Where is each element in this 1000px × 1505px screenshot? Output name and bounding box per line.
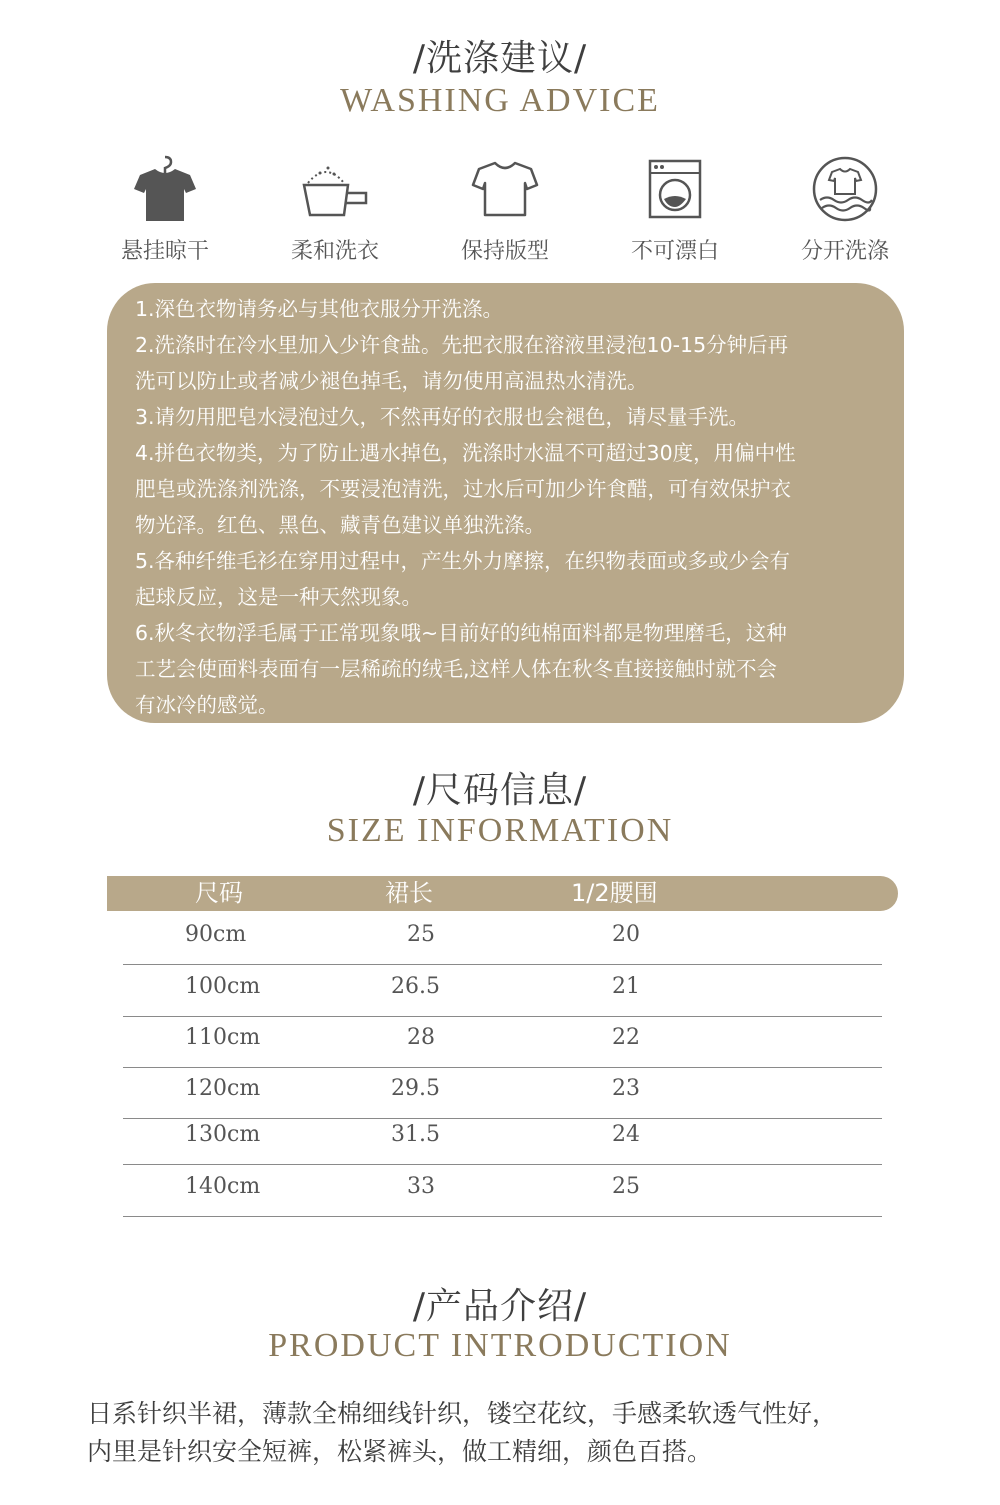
shirt-in-water-icon bbox=[805, 150, 885, 228]
size-table-header bbox=[107, 876, 898, 911]
care-item-hang-dry bbox=[80, 150, 250, 265]
advice-line: 有冰冷的感觉。 bbox=[135, 693, 279, 717]
advice-line: 6.秋冬衣物浮毛属于正常现象哦~目前好的纯棉面料都是物理磨毛，这种 bbox=[135, 621, 787, 645]
table-row bbox=[123, 966, 882, 1017]
washing-title-en: WASHING ADVICE bbox=[340, 82, 660, 119]
product-title-en: PRODUCT INTRODUCTION bbox=[268, 1327, 732, 1364]
advice-line: 2.洗涤时在冷水里加入少许食盐。先把衣服在溶液里浸泡10-15分钟后再 bbox=[135, 333, 789, 357]
cell-length: 33 bbox=[407, 1174, 435, 1199]
washing-advice-box bbox=[107, 283, 904, 723]
advice-line: 3.请勿用肥皂水浸泡过久，不然再好的衣服也会褪色，请尽量手洗。 bbox=[135, 405, 750, 429]
cell-waist: 20 bbox=[612, 922, 640, 947]
cell-size: 130cm bbox=[185, 1122, 261, 1147]
care-label: 分开洗涤 bbox=[800, 239, 889, 264]
table-row bbox=[123, 1068, 882, 1119]
care-label: 悬挂晾干 bbox=[120, 239, 209, 264]
product-title-cn: /产品介绍/ bbox=[412, 1286, 588, 1327]
shirt-outline-icon bbox=[465, 150, 545, 228]
table-row bbox=[123, 1017, 882, 1068]
cell-waist: 22 bbox=[612, 1025, 640, 1050]
advice-line: 工艺会使面料表面有一层稀疏的绒毛,这样人体在秋冬直接接触时就不会 bbox=[135, 657, 778, 681]
cell-waist: 21 bbox=[612, 974, 640, 999]
description-line: 日系针织半裙，薄款全棉细线针织，镂空花纹，手感柔软透气性好， bbox=[87, 1399, 838, 1428]
care-item-wash-separately bbox=[760, 150, 930, 265]
advice-line: 4.拼色衣物类，为了防止遇水掉色，洗涤时水温不可超过30度，用偏中性 bbox=[135, 441, 796, 465]
cell-length: 25 bbox=[407, 922, 435, 947]
size-title-en: SIZE INFORMATION bbox=[326, 812, 674, 849]
cell-length: 28 bbox=[407, 1025, 435, 1050]
cell-waist: 25 bbox=[612, 1174, 640, 1199]
detergent-scoop-icon bbox=[295, 150, 375, 228]
washing-machine-icon bbox=[635, 150, 715, 228]
advice-line: 洗可以防止或者减少褪色掉毛，请勿使用高温热水清洗。 bbox=[135, 369, 648, 393]
table-row bbox=[123, 1114, 882, 1165]
advice-line: 肥皂或洗涤剂洗涤，不要浸泡清洗，过水后可加少许食醋，可有效保护衣 bbox=[135, 477, 791, 501]
advice-line: 物光泽。红色、黑色、藏青色建议单独洗涤。 bbox=[135, 513, 545, 537]
cell-size: 90cm bbox=[185, 922, 247, 947]
advice-line: 起球反应，这是一种天然现象。 bbox=[135, 585, 422, 609]
header-size: 尺码 bbox=[195, 879, 243, 907]
cell-size: 140cm bbox=[185, 1174, 261, 1199]
header-length: 裙长 bbox=[385, 879, 433, 907]
product-description bbox=[87, 1395, 947, 1471]
cell-length: 29.5 bbox=[391, 1076, 440, 1101]
table-row bbox=[123, 914, 882, 965]
hanging-shirt-icon bbox=[125, 150, 205, 228]
care-item-gentle-wash bbox=[250, 150, 420, 265]
cell-length: 31.5 bbox=[391, 1122, 440, 1147]
description-line: 内里是针织安全短裤，松紧裤头，做工精细，颜色百搭。 bbox=[87, 1437, 713, 1466]
care-label: 柔和洗衣 bbox=[290, 239, 379, 264]
header-waist: 1/2腰围 bbox=[571, 879, 658, 907]
washing-title-cn: /洗涤建议/ bbox=[412, 38, 588, 79]
size-title-cn: /尺码信息/ bbox=[412, 770, 588, 811]
care-item-no-bleach bbox=[590, 150, 760, 265]
advice-line: 5.各种纤维毛衫在穿用过程中，产生外力摩擦，在织物表面或多或少会有 bbox=[135, 549, 791, 573]
cell-size: 100cm bbox=[185, 974, 261, 999]
care-label: 不可漂白 bbox=[630, 239, 719, 264]
table-row bbox=[123, 1166, 882, 1217]
advice-line: 1.深色衣物请务必与其他衣服分开洗涤。 bbox=[135, 297, 504, 321]
care-item-keep-shape bbox=[420, 150, 590, 265]
cell-waist: 23 bbox=[612, 1076, 640, 1101]
cell-length: 26.5 bbox=[391, 974, 440, 999]
care-icons-row bbox=[80, 150, 930, 265]
cell-size: 120cm bbox=[185, 1076, 261, 1101]
cell-waist: 24 bbox=[612, 1122, 640, 1147]
cell-size: 110cm bbox=[185, 1025, 261, 1050]
care-label: 保持版型 bbox=[460, 239, 549, 264]
